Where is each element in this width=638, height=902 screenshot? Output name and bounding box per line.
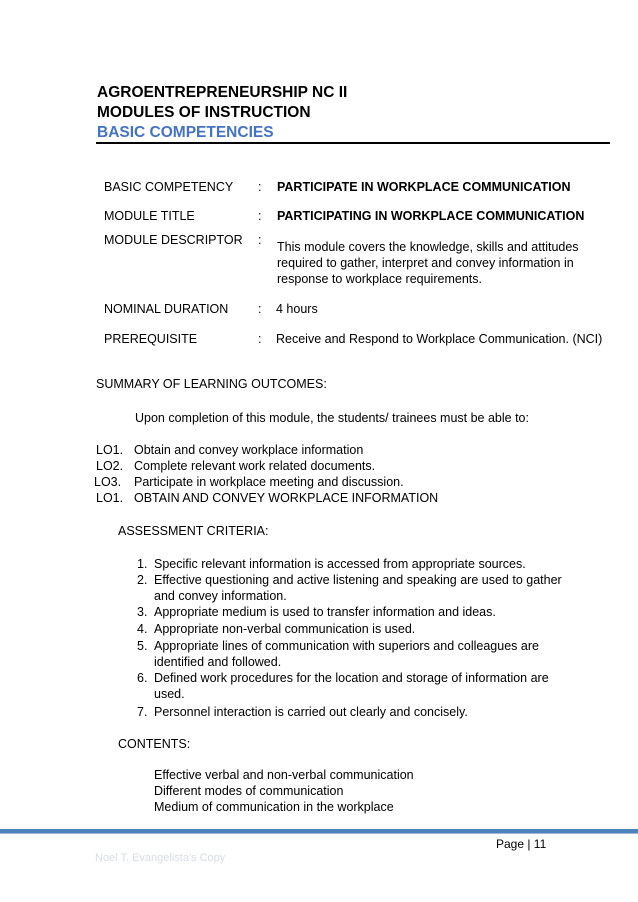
criterion-text: Appropriate medium is used to transfer information and ideas.	[154, 605, 496, 619]
page-number: Page | 11	[496, 837, 547, 851]
criterion-number: 3.	[137, 605, 148, 619]
descriptor-line: response to workplace requirements.	[277, 272, 482, 286]
criterion-text: Personnel interaction is carried out clearly and concisely.	[154, 705, 468, 719]
outcome-number: LO3.	[94, 475, 122, 489]
list-item: Effective verbal and non-verbal communication	[154, 768, 414, 782]
info-label: PREREQUISITE	[104, 332, 198, 346]
criterion-text: and convey information.	[154, 589, 287, 603]
criterion-text: identified and followed.	[154, 655, 282, 669]
criterion-number: 1.	[137, 557, 148, 571]
header-rule	[96, 142, 610, 144]
info-separator: :	[258, 302, 262, 316]
contents-heading: CONTENTS:	[118, 737, 191, 751]
summary-intro: Upon completion of this module, the students/ trainees must be able to:	[135, 411, 529, 425]
section-heading: BASIC COMPETENCIES	[97, 124, 274, 141]
criterion-text: Specific relevant information is accessed from appropriate sources.	[154, 557, 526, 571]
outcome-number: LO1.	[96, 491, 124, 505]
criterion-number: 6.	[137, 671, 148, 685]
descriptor-line: This module covers the knowledge, skills and attitudes	[277, 240, 579, 254]
outcome-number: LO2.	[96, 459, 124, 473]
owner-watermark: Noel T. Evangelista's Copy	[95, 852, 226, 864]
outcome-text: OBTAIN AND CONVEY WORKPLACE INFORMATION	[134, 491, 439, 505]
info-value: Receive and Respond to Workplace Communication. (NCI)	[276, 332, 603, 346]
outcome-text: Participate in workplace meeting and discussion.	[134, 475, 404, 489]
outcome-text: Obtain and convey workplace information	[134, 443, 364, 457]
criterion-text: Defined work procedures for the location and storage of information are	[154, 671, 549, 685]
info-separator: :	[258, 209, 262, 223]
criterion-number: 4.	[137, 622, 148, 636]
list-item: Medium of communication in the workplace	[154, 800, 394, 814]
info-label: MODULE TITLE	[104, 209, 195, 223]
outcome-text: Complete relevant work related documents.	[134, 459, 376, 473]
criterion-text: Appropriate lines of communication with superiors and colleagues are	[154, 639, 539, 653]
document-subtitle: MODULES OF INSTRUCTION	[97, 104, 311, 121]
document-title: AGROENTREPRENEURSHIP NC II	[97, 84, 348, 101]
info-value: 4 hours	[276, 302, 318, 316]
info-value: PARTICIPATING IN WORKPLACE COMMUNICATION	[277, 209, 585, 223]
info-separator: :	[258, 180, 262, 194]
info-value: PARTICIPATE IN WORKPLACE COMMUNICATION	[277, 180, 571, 194]
descriptor-line: required to gather, interpret and convey information in	[277, 256, 574, 270]
criterion-text: Appropriate non-verbal communication is used.	[154, 622, 416, 636]
info-label: MODULE DESCRIPTOR	[104, 233, 243, 247]
criterion-text: Effective questioning and active listening and speaking are used to gather	[154, 573, 562, 587]
criterion-number: 5.	[137, 639, 148, 653]
summary-heading: SUMMARY OF LEARNING OUTCOMES:	[96, 377, 327, 391]
assessment-heading: ASSESSMENT CRITERIA:	[118, 524, 269, 538]
info-label: BASIC COMPETENCY	[104, 180, 234, 194]
info-separator: :	[258, 233, 262, 247]
footer-divider	[0, 833, 638, 834]
info-separator: :	[258, 332, 262, 346]
criterion-number: 7.	[137, 705, 148, 719]
list-item: Different modes of communication	[154, 784, 344, 798]
info-label: NOMINAL DURATION	[104, 302, 229, 316]
criterion-text: used.	[154, 687, 185, 701]
criterion-number: 2.	[137, 573, 148, 587]
outcome-number: LO1.	[96, 443, 124, 457]
